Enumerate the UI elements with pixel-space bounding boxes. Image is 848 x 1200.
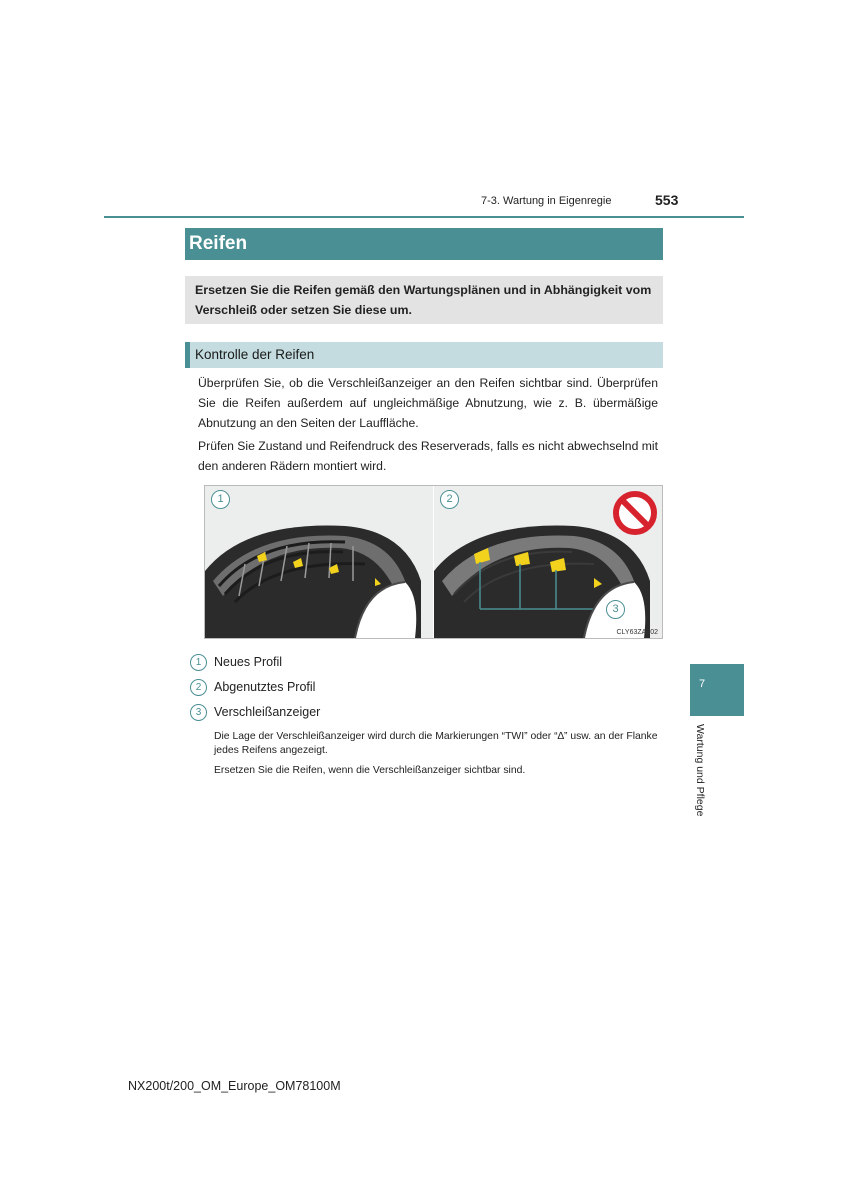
legend-number-3: 3 <box>190 704 207 721</box>
legend-number-1: 1 <box>190 654 207 671</box>
legend-label-1: Neues Profil <box>214 655 283 669</box>
chapter-label: Wartung und Pflege <box>694 724 706 817</box>
section-title: Reifen <box>185 228 663 260</box>
subsection-title: Kontrolle der Reifen <box>185 342 663 368</box>
header-rule <box>104 216 744 218</box>
note-2: Ersetzen Sie die Reifen, wenn die Verschleißanzeiger sichtbar sind. <box>214 765 526 776</box>
body-paragraph-1: Überprüfen Sie, ob die Verschleißanzeiger an den Reifen sichtbar sind. Überprüfen Sie die Reifen außerdem auf ungleichmäßige Abnutzung, wie z. B. übermäßige Abnutzung an den Seiten der Lauffläche. <box>198 376 658 430</box>
tire-illustration <box>204 485 663 639</box>
panel-1-number: 1 <box>211 490 230 509</box>
intro-box: Ersetzen Sie die Reifen gemäß den Wartungsplänen und in Abhängigkeit vom Verschleiß oder setzen Sie diese um. <box>185 276 663 324</box>
footer-document-id: NX200t/200_OM_Europe_OM78100M <box>128 1079 341 1093</box>
panel-2-number: 2 <box>440 490 459 509</box>
body-paragraph-2: Prüfen Sie Zustand und Reifendruck des Reserverads, falls es nicht abwechselnd mit den anderen Rädern montiert wird. <box>198 439 658 473</box>
prohibited-icon <box>616 494 654 532</box>
panel-worn-tread <box>434 486 662 638</box>
panel-new-tread <box>205 486 433 638</box>
tire-new-drawing <box>205 486 433 638</box>
figure-code: CLY63ZA002 <box>616 629 658 636</box>
legend-label-3: Verschleißanzeiger <box>214 705 321 719</box>
legend-label-2: Abgenutztes Profil <box>214 680 316 694</box>
running-header-section: 7-3. Wartung in Eigenregie <box>481 195 612 207</box>
chapter-tab <box>690 664 744 716</box>
callout-3-number: 3 <box>606 600 625 619</box>
note-1: Die Lage der Verschleißanzeiger wird durch die Markierungen “TWI” oder “∆” usw. an der Flanke jedes Reifens angezeigt. <box>214 731 658 756</box>
tire-worn-drawing <box>434 486 662 638</box>
chapter-number: 7 <box>699 678 706 690</box>
legend-number-2: 2 <box>190 679 207 696</box>
page-number: 553 <box>655 192 679 208</box>
